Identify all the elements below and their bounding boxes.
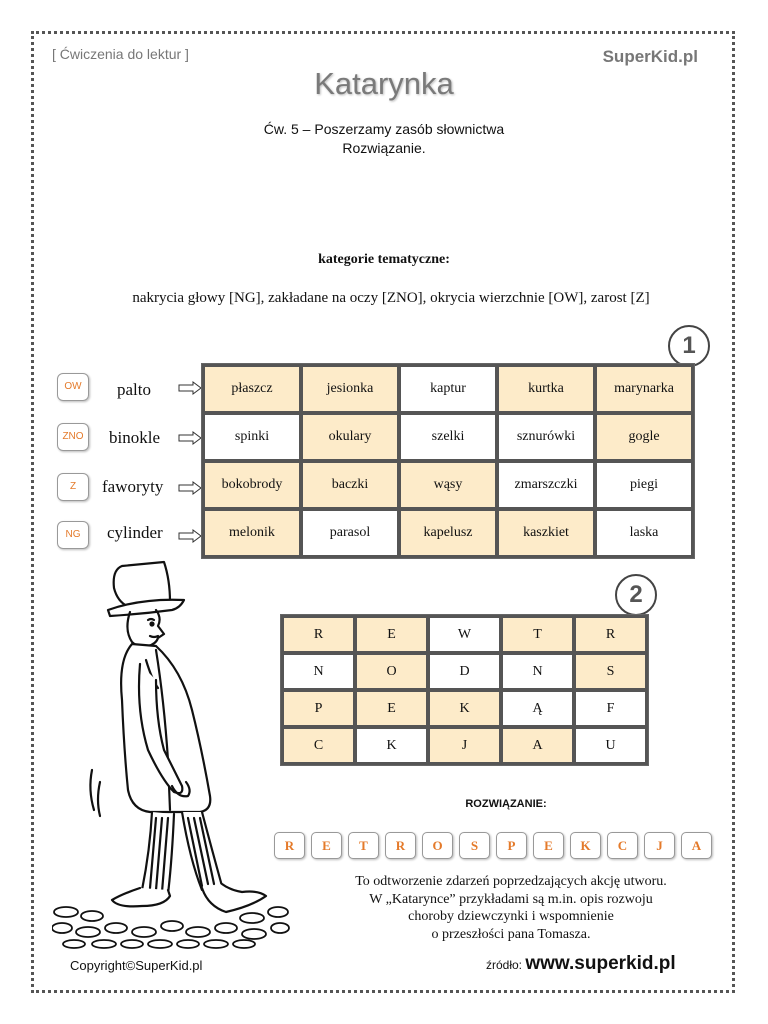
table-cell: laska xyxy=(596,510,692,556)
solution-letter-tile: E xyxy=(311,832,342,859)
table-cell: A xyxy=(502,728,573,763)
table-cell: kapelusz xyxy=(400,510,496,556)
footer-copyright: Copyright©SuperKid.pl xyxy=(70,958,203,973)
source-label: źródło: xyxy=(486,958,523,972)
category-badge: NG xyxy=(57,521,89,549)
table-cell: baczki xyxy=(302,462,398,508)
exercise-2-table xyxy=(280,614,649,766)
table-cell: melonik xyxy=(204,510,300,556)
category-badge: Z xyxy=(57,473,89,501)
table-row xyxy=(204,414,692,460)
solution-letter-tile: R xyxy=(274,832,305,859)
table-row xyxy=(283,691,646,726)
table-cell: F xyxy=(575,691,646,726)
description-line-2: W „Katarynce” przykładami są m.in. opis rozwoju xyxy=(369,891,653,907)
table-cell: N xyxy=(502,654,573,689)
row-keyword: faworyty xyxy=(102,477,164,496)
table-cell: J xyxy=(429,728,500,763)
source-url[interactable]: www.superkid.pl xyxy=(525,953,676,974)
exercise-subtitle xyxy=(0,120,768,158)
table-cell: C xyxy=(283,728,354,763)
arrow-right-icon xyxy=(178,529,202,543)
solution-letter-tile: T xyxy=(348,832,379,859)
category-badge: ZNO xyxy=(57,423,89,451)
table-cell: piegi xyxy=(596,462,692,508)
walking-man-illustration xyxy=(52,560,292,950)
table-cell: wąsy xyxy=(400,462,496,508)
page-title: Katarynka xyxy=(314,66,454,101)
description-line-1: To odtworzenie zdarzeń poprzedzających akcję utworu. xyxy=(355,874,667,889)
exercise-1-number: 1 xyxy=(668,325,710,367)
table-row xyxy=(204,366,692,412)
exercise-1-table xyxy=(201,363,695,559)
table-row xyxy=(283,617,646,652)
table-cell: S xyxy=(575,654,646,689)
table-cell: szelki xyxy=(400,414,496,460)
table-cell: R xyxy=(575,617,646,652)
header-section-label: [ Ćwiczenia do lektur ] xyxy=(52,46,189,62)
table-cell: N xyxy=(283,654,354,689)
header-brand: SuperKid.pl xyxy=(602,47,698,66)
table-cell: O xyxy=(356,654,427,689)
description-line-4: o przeszłości pana Tomasza. xyxy=(431,926,591,942)
table-cell: płaszcz xyxy=(204,366,300,412)
category-badge: OW xyxy=(57,373,89,401)
table-cell: K xyxy=(356,728,427,763)
solution-letter-tile: A xyxy=(681,832,712,859)
solution-letter-tile: E xyxy=(533,832,564,859)
table-cell: W xyxy=(429,617,500,652)
table-cell: spinki xyxy=(204,414,300,460)
table-row xyxy=(283,654,646,689)
footer-source xyxy=(486,953,676,975)
table-cell: U xyxy=(575,728,646,763)
table-cell: marynarka xyxy=(596,366,692,412)
exercise-2-number: 2 xyxy=(615,574,657,616)
arrow-right-icon xyxy=(178,481,202,495)
categories-text: nakrycia głowy [NG], zakładane na oczy [ZNO], okrycia wierzchnie [OW], zarost [Z] xyxy=(132,290,650,306)
table-cell: zmarszczki xyxy=(498,462,594,508)
solution-letter-tile: S xyxy=(459,832,490,859)
table-cell: gogle xyxy=(596,414,692,460)
solution-heading: ROZWIĄZANIE: xyxy=(465,798,547,810)
table-cell: P xyxy=(283,691,354,726)
table-row xyxy=(204,510,692,556)
row-keyword: binokle xyxy=(109,428,160,447)
categories-heading: kategorie tematyczne: xyxy=(318,252,450,267)
row-keyword: cylinder xyxy=(107,523,163,542)
subtitle-line-1: Ćw. 5 – Poszerzamy zasób słownictwa xyxy=(263,121,505,137)
solution-letter-tile: C xyxy=(607,832,638,859)
solution-letter-tile: K xyxy=(570,832,601,859)
table-cell: kurtka xyxy=(498,366,594,412)
description-line-3: choroby dziewczynki i wspomnienie xyxy=(408,909,614,924)
table-cell: R xyxy=(283,617,354,652)
table-cell: E xyxy=(356,617,427,652)
table-cell: bokobrody xyxy=(204,462,300,508)
table-cell: okulary xyxy=(302,414,398,460)
table-cell: T xyxy=(502,617,573,652)
table-row xyxy=(204,462,692,508)
solution-letter-tile: R xyxy=(385,832,416,859)
solution-letter-tile: O xyxy=(422,832,453,859)
table-cell: E xyxy=(356,691,427,726)
table-cell: Ą xyxy=(502,691,573,726)
table-cell: kaszkiet xyxy=(498,510,594,556)
table-cell: kaptur xyxy=(400,366,496,412)
arrow-right-icon xyxy=(178,381,202,395)
table-cell: D xyxy=(429,654,500,689)
solution-description xyxy=(297,873,725,943)
table-row xyxy=(283,728,646,763)
table-cell: parasol xyxy=(302,510,398,556)
solution-letter-tile: P xyxy=(496,832,527,859)
subtitle-line-2: Rozwiązanie. xyxy=(342,140,426,156)
table-cell: sznurówki xyxy=(498,414,594,460)
row-keyword: palto xyxy=(117,380,151,399)
table-cell: K xyxy=(429,691,500,726)
arrow-right-icon xyxy=(178,431,202,445)
table-cell: jesionka xyxy=(302,366,398,412)
solution-letter-tile: J xyxy=(644,832,675,859)
